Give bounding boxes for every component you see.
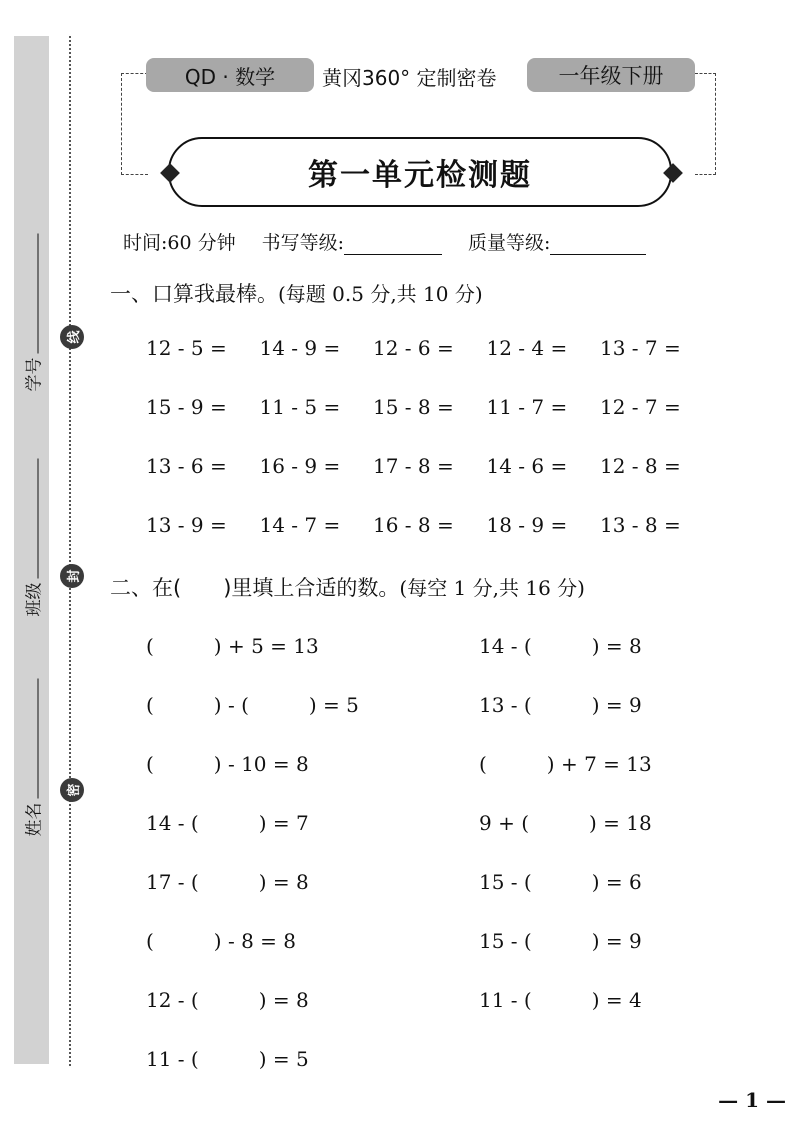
problem-item: 15 - 9 = [146,395,227,419]
problem-item: 18 - 9 = [486,513,568,537]
fill-problem-item[interactable]: 14 - ( ) = 7 [146,811,309,835]
header-dashed-frame-left [121,73,148,175]
header-dashed-frame-right [695,73,716,175]
fill-problem-item[interactable]: 17 - ( ) = 8 [146,870,309,894]
problem-item: 14 - 6 = [486,454,568,478]
fill-problem-item[interactable]: 12 - ( ) = 8 [146,988,309,1012]
problem-item: 11 - 5 = [259,395,341,419]
subject-pill: QD · 数学 [146,58,314,92]
problem-item: 12 - 5 = [146,336,227,360]
student-id-line[interactable] [25,234,38,354]
section2-title [110,572,585,602]
page-title: 第一单元检测题 [168,137,672,207]
problem-item: 16 - 9 = [259,454,341,478]
fill-problem-item[interactable]: ( ) - 10 = 8 [146,752,309,776]
fill-problem-item[interactable]: ( ) - 8 = 8 [146,929,296,953]
section1-problems [146,336,714,572]
writing-grade-label: 书写等级: [261,232,345,254]
fill-problem-item[interactable]: 11 - ( ) = 5 [146,1047,309,1071]
section1-title [110,278,483,308]
writing-grade-blank[interactable] [344,234,442,255]
name-line[interactable] [25,679,38,799]
problem-item: 14 - 9 = [259,336,341,360]
problem-item: 13 - 8 = [600,513,681,537]
meta-line [123,228,646,255]
name-label: 姓名 [24,802,44,837]
student-id-label: 学号 [24,357,44,392]
problem-item: 13 - 9 = [146,513,227,537]
quality-grade-label: 质量等级: [468,232,551,254]
problem-item: 15 - 8 = [373,395,454,419]
section2-note: (每空 1 分,共 16 分) [399,576,585,600]
problem-item: 12 - 4 = [486,336,568,360]
problem-item: 13 - 7 = [600,336,681,360]
problem-item: 11 - 7 = [486,395,568,419]
grade-pill: 一年级下册 [527,58,695,92]
fill-problem-item[interactable]: 11 - ( ) = 4 [479,988,642,1012]
class-label: 班级 [24,582,44,617]
section1-note: (每题 0.5 分,共 10 分) [278,282,483,306]
quality-grade-blank[interactable] [550,234,646,255]
fill-problem-item[interactable]: 9 + ( ) = 18 [479,811,652,835]
binding-dotted-line [69,36,71,1066]
fill-problem-item[interactable]: 15 - ( ) = 9 [479,929,642,953]
fill-problem-item[interactable]: ( ) + 5 = 13 [146,634,319,658]
seal-dense-icon: 密 [60,778,84,802]
class-line[interactable] [25,459,38,579]
page-number: — 1 — [718,1088,786,1112]
fill-problem-item[interactable]: ( ) - ( ) = 5 [146,693,359,717]
fill-problem-item[interactable]: 15 - ( ) = 6 [479,870,642,894]
problem-item: 16 - 8 = [373,513,454,537]
section1-heading: 一、口算我最棒。 [110,282,278,306]
problem-item: 12 - 6 = [373,336,454,360]
section2-heading: 二、在( )里填上合适的数。 [110,576,400,600]
seal-line-icon: 线 [60,325,84,349]
problem-item: 13 - 6 = [146,454,227,478]
time-label: 时间:60 分钟 [123,232,236,254]
problem-item: 17 - 8 = [373,454,454,478]
section2-problems [146,630,679,1102]
problem-item: 14 - 7 = [259,513,341,537]
series-name: 黄冈360° 定制密卷 [322,66,497,90]
problem-item: 12 - 8 = [600,454,681,478]
fill-problem-item[interactable]: 13 - ( ) = 9 [479,693,642,717]
seal-seal-icon: 封 [60,564,84,588]
fill-problem-item[interactable]: ( ) + 7 = 13 [479,752,652,776]
fill-problem-item [479,1043,679,1102]
problem-item: 12 - 7 = [600,395,681,419]
fill-problem-item[interactable]: 14 - ( ) = 8 [479,634,642,658]
